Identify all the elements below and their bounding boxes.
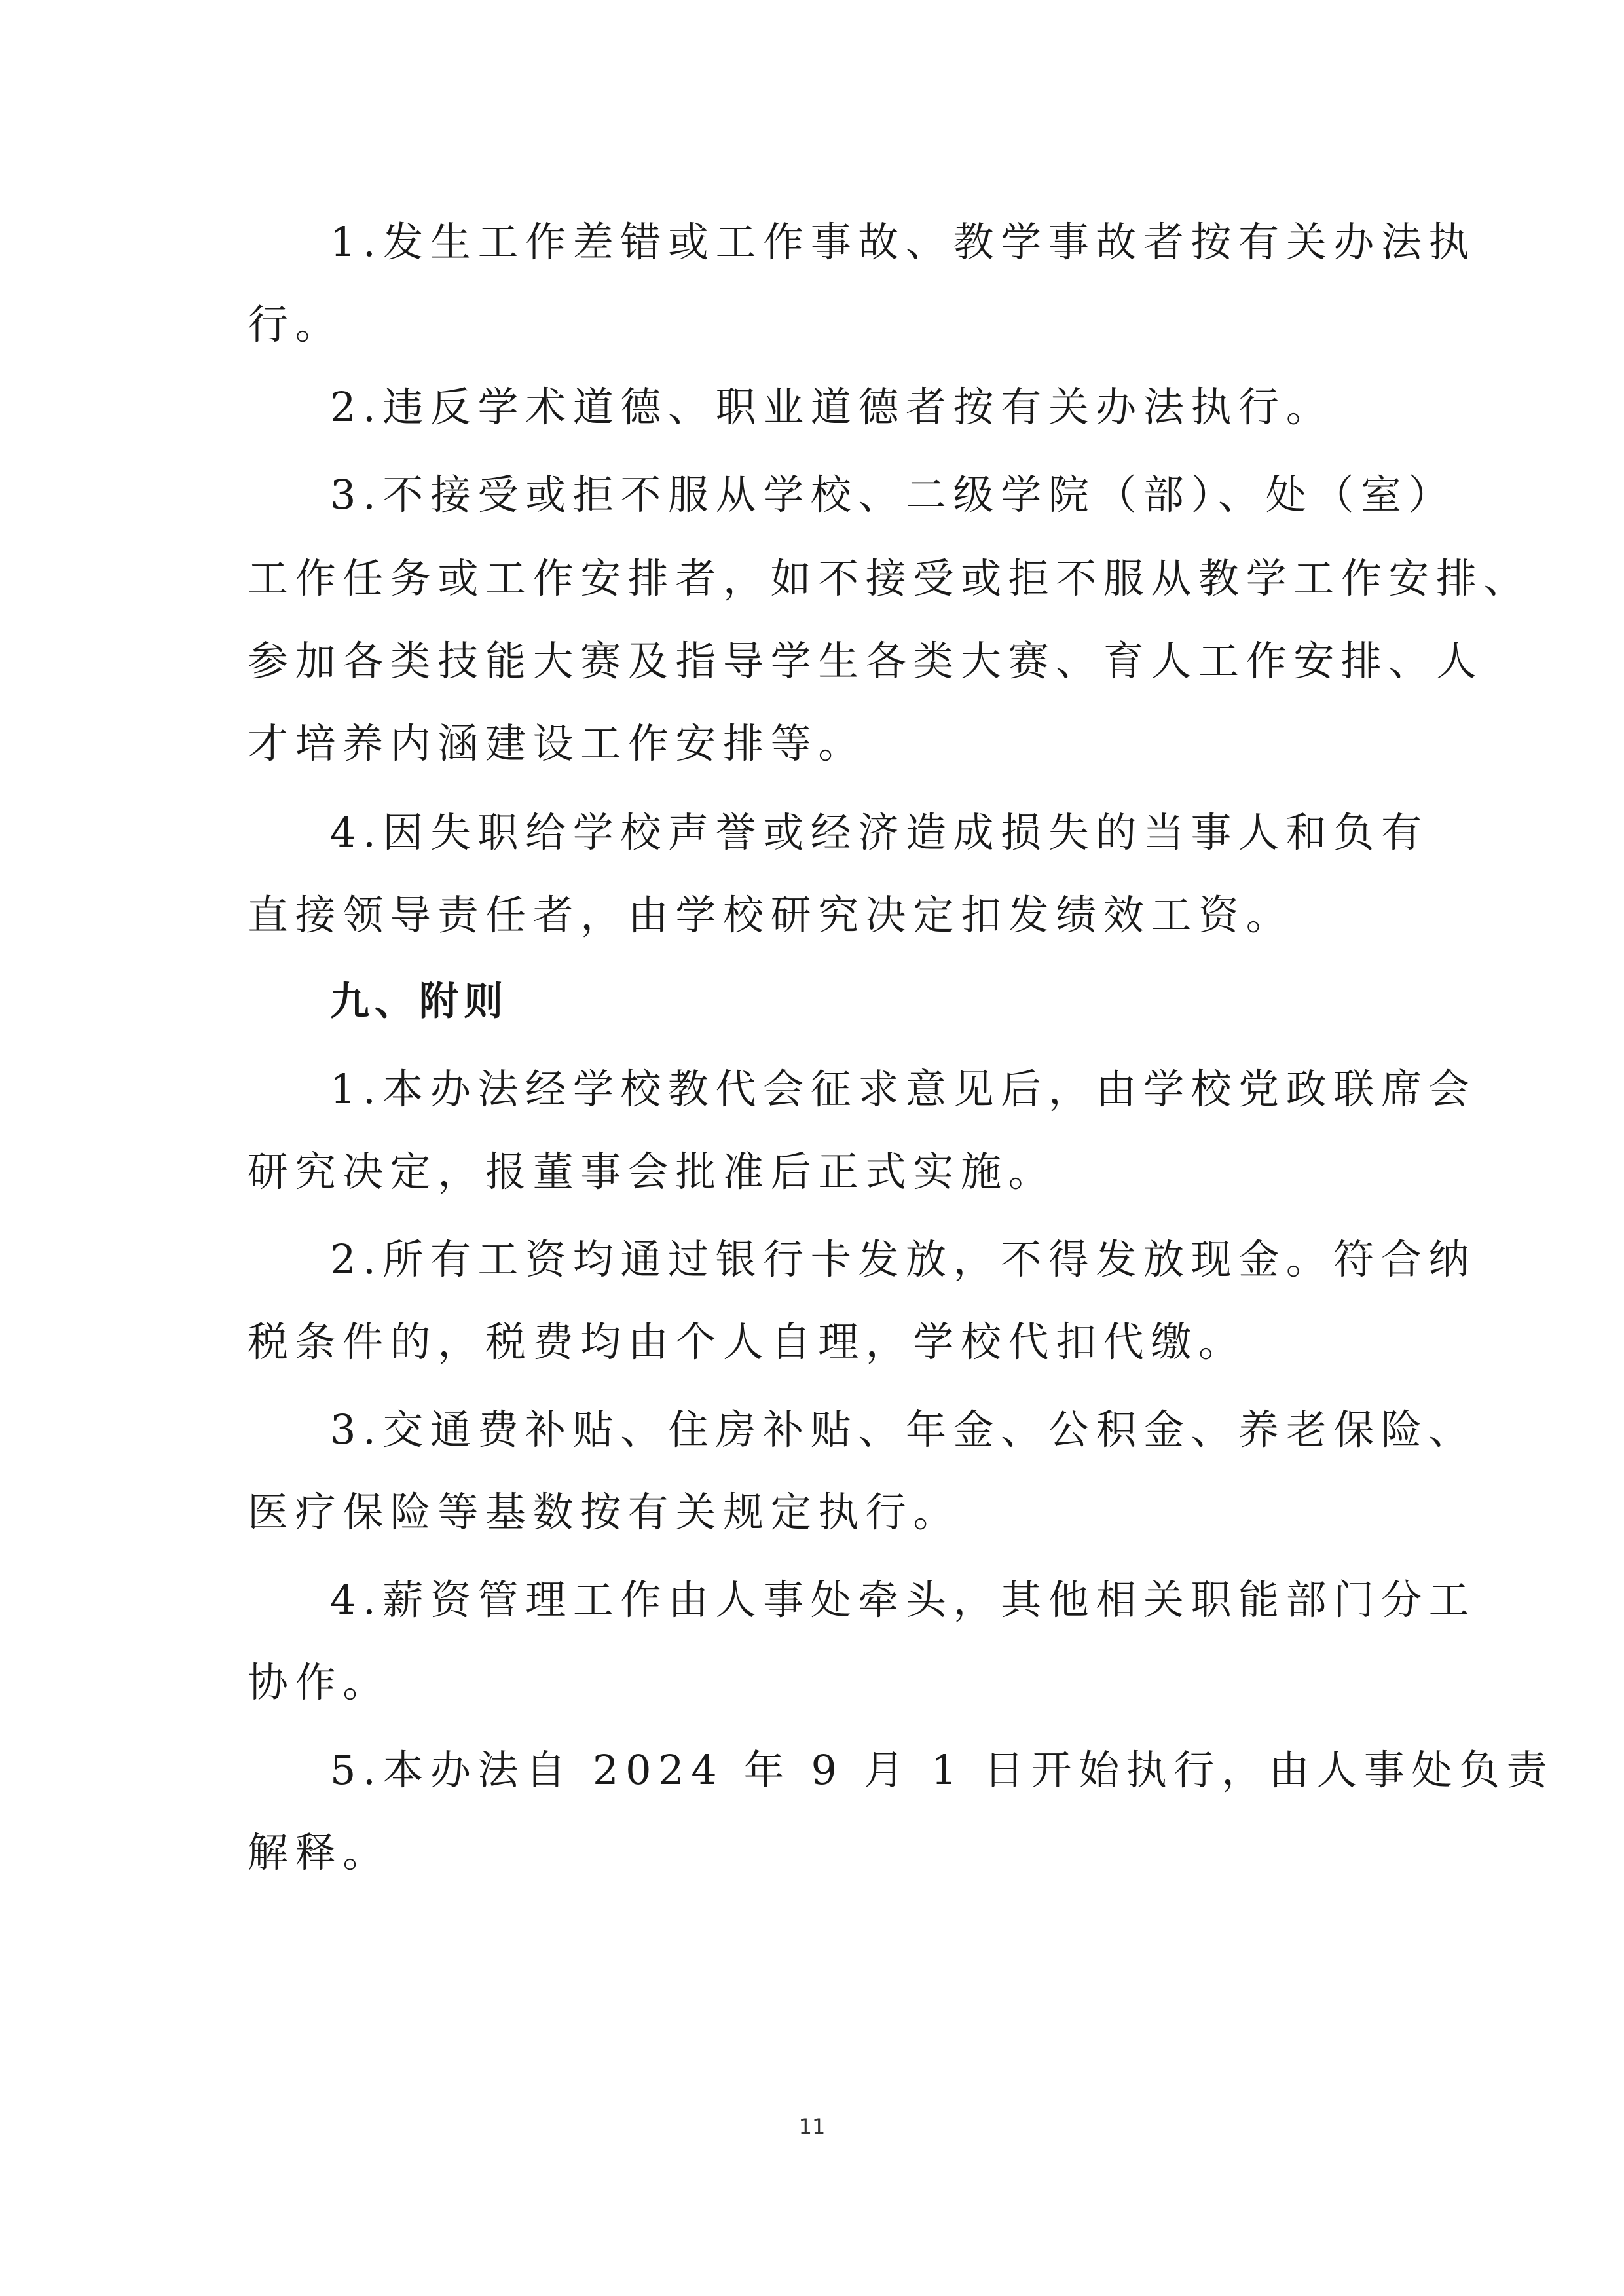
section-paragraph-3-line-1: 3.交通费补贴、住房补贴、年金、公积金、养老保险、: [330, 1406, 1477, 1453]
section-paragraph-3-line-2: 医疗保险等基数按有关规定执行。: [248, 1488, 961, 1536]
section-paragraph-2-line-1: 2.所有工资均通过银行卡发放，不得发放现金。符合纳: [330, 1235, 1477, 1283]
paragraph-1-line-1: 1.发生工作差错或工作事故、教学事故者按有关办法执: [330, 218, 1477, 266]
section-paragraph-5-line-1: 5.本办法自 2024 年 9 月 1 日开始执行，由人事处负责: [330, 1746, 1555, 1794]
paragraph-3-line-2: 工作任务或工作安排者，如不接受或拒不服从教学工作安排、: [248, 555, 1532, 602]
section-paragraph-5-line-2: 解释。: [248, 1829, 390, 1876]
section-paragraph-1-line-1: 1.本办法经学校教代会征求意见后，由学校党政联席会: [330, 1065, 1477, 1113]
section-paragraph-4-line-1: 4.薪资管理工作由人事处牵头，其他相关职能部门分工: [330, 1576, 1477, 1624]
paragraph-3-line-1: 3.不接受或拒不服从学校、二级学院（部）、处（室）: [330, 471, 1456, 519]
section-paragraph-4-line-2: 协作。: [248, 1658, 390, 1706]
section-heading: 九、附则: [330, 979, 508, 1025]
paragraph-4-line-2: 直接领导责任者，由学校研究决定扣发绩效工资。: [248, 891, 1294, 939]
paragraph-2-line-1: 2.违反学术道德、职业道德者按有关办法执行。: [330, 383, 1334, 431]
paragraph-1-line-2: 行。: [248, 301, 343, 348]
section-paragraph-2-line-2: 税条件的，税费均由个人自理，学校代扣代缴。: [248, 1318, 1246, 1366]
paragraph-4-line-1: 4.因失职给学校声誉或经济造成损失的当事人和负有: [330, 809, 1429, 856]
paragraph-3-line-4: 才培养内涵建设工作安排等。: [248, 720, 866, 767]
page-number: 11: [798, 2114, 826, 2139]
paragraph-3-line-3: 参加各类技能大赛及指导学生各类大赛、育人工作安排、人: [248, 637, 1484, 685]
section-paragraph-1-line-2: 研究决定，报董事会批准后正式实施。: [248, 1148, 1056, 1195]
